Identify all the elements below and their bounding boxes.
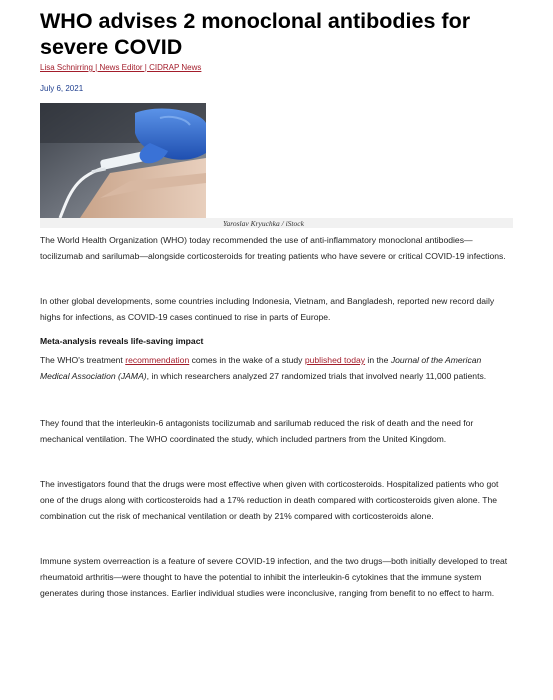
paragraph-1: The World Health Organization (WHO) today recommended the use of anti-inflammatory monoclonal antibodies—tocilizumab and sarilumab—alongside corticosteroids for treating patients who have severe or critical COVID-19 infections. [40, 235, 506, 261]
published-today-link[interactable]: published today [304, 355, 366, 365]
article-photo [40, 103, 206, 218]
paragraph-2: In other global developments, some countries including Indonesia, Vietnam, and Bangladesh, reported new record daily highs for infections, as COVID-19 cases continued to rise in parts of Europe. [40, 296, 495, 322]
paragraph-4: They found that the interleukin-6 antagonists tocilizumab and sarilumab reduced the risk of death and the need for mechanical ventilation. The WHO coordinated the study, which included partners from the United Kingdom. [40, 418, 474, 444]
article-headline: WHO advises 2 monoclonal antibodies for severe COVID [40, 9, 471, 59]
photo-credit: Yaroslav Kryuchka / iStock [223, 219, 304, 228]
section-subhead: Meta-analysis reveals life-saving impact [40, 336, 204, 346]
paragraph-6: Immune system overreaction is a feature of severe COVID-19 infection, and the two drugs—both initially developed to treat rheumatoid arthritis—were thought to have the potential to inhibit the interleukin-6 cytokines that the immune system generates during those instances. Earlier individual studies were inconclusive, ranging from benefit to no effect to harm. [40, 556, 508, 598]
article-date: July 6, 2021 [40, 84, 84, 93]
paragraph-3-text-d: , in which researchers analyzed 27 randomized trials that involved nearly 11,000 patients. [146, 371, 487, 381]
paragraph-5: The investigators found that the drugs were most effective when given with corticosteroids. Hospitalized patients who got one of the drugs along with corticosteroids had a 17% reduction in death compared with corticosteroids given alone. The combination cut the risk of mechanical ventilation or death by 21% compared with corticosteroids alone. [40, 479, 499, 521]
recommendation-link[interactable]: recommendation [125, 355, 190, 365]
paragraph-3-text-b: comes in the wake of a study [189, 355, 305, 365]
paragraph-3-text-c: in the [365, 355, 391, 365]
article-byline-link[interactable]: Lisa Schnirring | News Editor | CIDRAP News [40, 63, 202, 72]
journal-name: Journal of the American Medical Association (JAMA) [40, 355, 482, 381]
paragraph-3-text-a: The WHO's treatment [40, 355, 126, 365]
paragraph-3 [40, 352, 512, 384]
gloved-hand-syringe-photo [40, 103, 206, 218]
